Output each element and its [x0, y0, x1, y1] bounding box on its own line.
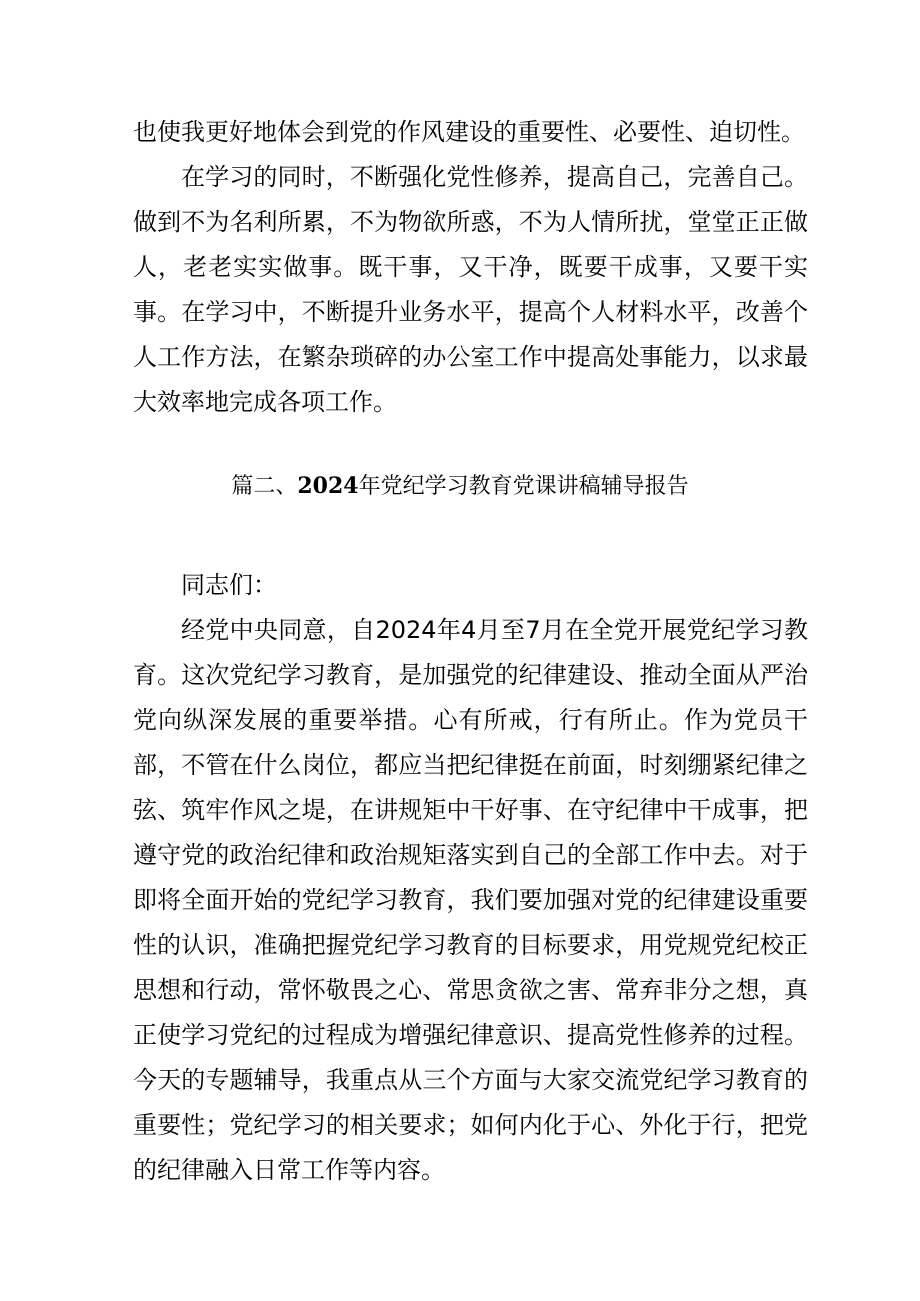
heading-prefix: 篇二、 [231, 474, 298, 499]
paragraph-introduction: 经党中央同意，自2024年4月至7月在全党开展党纪学习教育。这次党纪学习教育，是加强党的纪律建设、推动全面从严治党向纵深发展的重要举措。心有所戒，行有所止。作为党员干部，不管在什么岗位，都应当把纪律挺在前面，时刻绷紧纪律之弦、筑牢作风之堤，在讲规矩中干好事、在守纪律中干成事，把遵守党的政治纪律和政治规矩落实到自己的全部工作中去。对于即将全面开始的党纪学习教育，我们要加强对党的纪律建设重要性的认识，准确把握党纪学习教育的目标要求，用党规党纪校正思想和行动，常怀敬畏之心、常思贪欲之害、常弃非分之想，真正使学习党纪的过程成为增强纪律意识、提高党性修养的过程。今天的专题辅导，我重点从三个方面与大家交流党纪学习教育的重要性；党纪学习的相关要求；如何内化于心、外化于行，把党的纪律融入日常工作等内容。 [133, 616, 808, 1184]
salutation: 同志们： [181, 571, 277, 599]
paragraph-self-cultivation: 在学习的同时，不断强化党性修养，提高自己，完善自己。做到不为名利所累，不为物欲所惑，不为人情所扰，堂堂正正做人，老老实实做事。既干事，又干净，既要干成事，又要干实事。在学习中，不断提升业务水平，提高个人材料水平，改善个人工作方法，在繁杂琐碎的办公室工作中提高处事能力，以求最大效率地完成各项工作。 [133, 163, 808, 416]
paragraph-continuation: 也使我更好地体会到党的作风建设的重要性、必要性、迫切性。 [133, 118, 805, 146]
section-1-body [133, 110, 808, 425]
section-2-heading [0, 471, 920, 502]
heading-title: 年党纪学习教育党课讲稿辅导报告 [358, 474, 689, 499]
heading-year: 2024 [297, 473, 359, 499]
section-2-body [133, 563, 808, 1193]
